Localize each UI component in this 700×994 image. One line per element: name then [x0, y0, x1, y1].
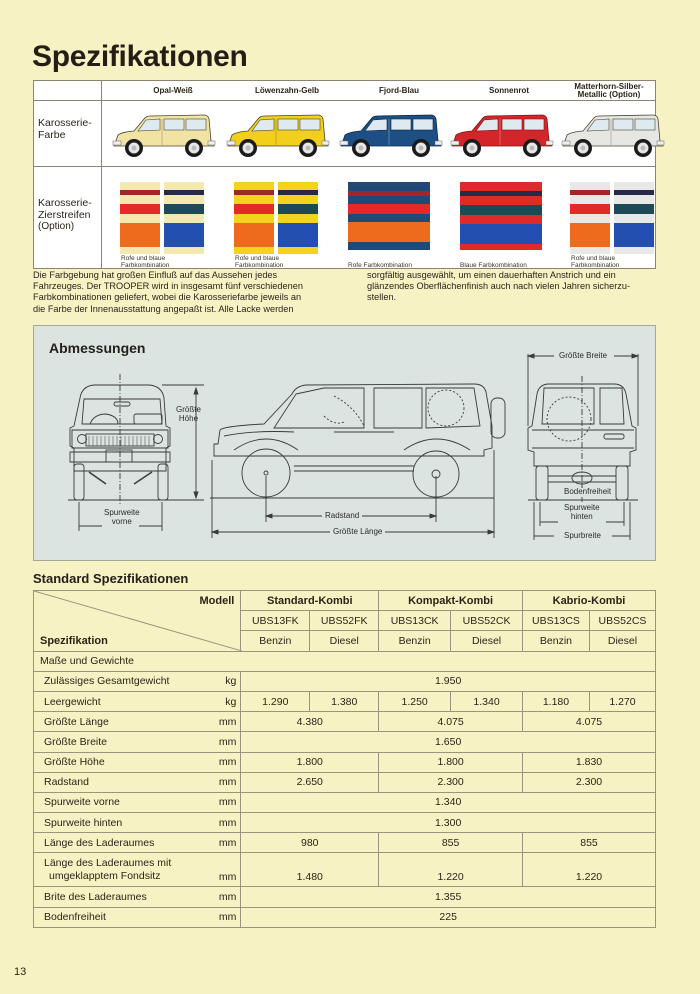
caption-line: Rofe und blaue [571, 255, 616, 262]
stripe-swatch-sonnenrot [460, 182, 542, 250]
spec-value: 1.270 [589, 691, 655, 711]
group-kabrio-kombi: Kabrio-Kombi [523, 591, 656, 611]
row-label-line: Karosserie- [38, 117, 92, 129]
stripe-thin [278, 190, 318, 195]
row-label-line: Karosserie- [38, 197, 92, 209]
spec-label: Spezifikation [40, 634, 108, 647]
spec-unit: mm [201, 772, 241, 792]
spec-value: 1.650 [241, 732, 656, 752]
label-line: Spurweite [564, 503, 600, 512]
intro-text-right [367, 270, 630, 304]
car-window [613, 119, 633, 130]
caption-line: Farbkombination [235, 262, 284, 269]
spec-name: Bodenfreiheit [34, 907, 201, 927]
color-name-loewenzahn-gelb: Löwenzahn-Gelb [255, 86, 319, 95]
spec-unit: mm [201, 792, 241, 812]
spec-value: 855 [523, 833, 656, 853]
spec-value: 2.300 [379, 772, 523, 792]
stripe-caption-opal-weiss [121, 255, 169, 269]
fuel-type: Benzin [379, 631, 451, 651]
spec-value: 1.355 [241, 887, 656, 907]
spec-value: 1.220 [379, 853, 523, 887]
color-name-line: Matterhorn-Silber- [574, 82, 644, 91]
spec-name: Größte Länge [34, 712, 201, 732]
label-front-track [104, 509, 140, 526]
stripe-swatch-fjord-blau [348, 182, 430, 250]
table-row [34, 752, 656, 772]
spec-unit: mm [201, 853, 241, 887]
spec-value: 4.075 [523, 712, 656, 732]
label-rear-track [564, 504, 600, 521]
car-window [635, 119, 655, 130]
row-label-line: (Option) [38, 221, 75, 232]
fuel-type: Benzin [523, 631, 590, 651]
car-window [413, 119, 433, 130]
spec-unit: mm [201, 752, 241, 772]
spec-unit: mm [201, 732, 241, 752]
caption-line: Rofe und blaue [121, 255, 166, 262]
model-code: UBS52CK [451, 611, 523, 631]
spec-value: 1.220 [523, 853, 656, 887]
spec-value: 1.800 [241, 752, 379, 772]
spec-value: 1.290 [241, 691, 310, 711]
stripe-wide [614, 223, 654, 247]
model-label: Modell [199, 595, 235, 607]
car-hub [419, 146, 424, 151]
stripe-thin [234, 190, 274, 195]
stripe-medium [234, 204, 274, 214]
spec-value: 980 [241, 833, 379, 853]
table-row [34, 792, 656, 812]
spec-name: Spurweite vorne [34, 792, 201, 812]
spec-table [33, 590, 656, 928]
car-window [391, 119, 411, 130]
spec-value: 1.340 [451, 691, 523, 711]
color-name-fjord-blau: Fjord-Blau [379, 86, 419, 95]
stripes-row-label [38, 197, 92, 233]
stripe-medium [120, 204, 160, 214]
spec-name: Radstand [34, 772, 201, 792]
stripe-caption-fjord-blau [348, 262, 412, 269]
car-hub [581, 146, 586, 151]
fuel-type: Diesel [310, 631, 379, 651]
label-line: vorne [111, 516, 132, 526]
car-bumper [227, 141, 235, 145]
page-title: Spezifikationen [32, 40, 248, 73]
spec-value: 1.480 [241, 853, 379, 887]
spec-unit: mm [201, 813, 241, 833]
model-code: UBS52FK [310, 611, 379, 631]
spec-table-title: Standard Spezifikationen [33, 571, 189, 586]
dimensions-panel [33, 325, 656, 561]
text-line: sorgfältig ausgewählt, um einen dauerhaften Anstrich und ein [367, 270, 616, 280]
fuel-type: Benzin [241, 631, 310, 651]
label-wheelbase: Radstand [322, 512, 362, 521]
label-line: Höhe [178, 413, 199, 423]
stripe-wide [164, 223, 204, 247]
car-window [502, 119, 522, 130]
stripe-thin [164, 190, 204, 195]
car-bumper [562, 141, 570, 145]
stripe-thin [614, 190, 654, 195]
spec-value: 1.800 [379, 752, 523, 772]
table-row [34, 772, 656, 792]
model-code: UBS52CS [589, 611, 655, 631]
intro-text-left [33, 270, 303, 315]
stripe-swatch-matterhorn-silber [570, 182, 654, 254]
color-name-opal-weiss: Opal-Weiß [153, 86, 193, 95]
table-row [34, 853, 656, 887]
label-max-length: Größte Länge [330, 528, 385, 537]
spec-unit: mm [201, 887, 241, 907]
color-name-sonnenrot: Sonnenrot [489, 86, 529, 95]
spec-value: 1.340 [241, 792, 656, 812]
car-opal-weiss [112, 111, 216, 159]
model-code: UBS13FK [241, 611, 310, 631]
text-line: die Farbe der Innenausstattung angepaßt ist. Alle Lacke werden [33, 303, 294, 314]
car-bumper [435, 141, 442, 145]
caption-line: Blaue Farbkombination [460, 262, 527, 269]
caption-line: Rofe Farbkombination [348, 262, 412, 269]
spec-name [34, 853, 201, 887]
spec-name: Leergewicht [34, 691, 201, 711]
spec-value: 1.300 [241, 813, 656, 833]
stripe-medium [460, 205, 542, 215]
stripe-swatch-loewenzahn-gelb [234, 182, 318, 254]
fuel-type: Diesel [451, 631, 523, 651]
car-sonnenrot [450, 111, 554, 159]
text-line: glänzendes Oberflächenfinish auch nach vielen Jahren sicherzu- [367, 281, 631, 292]
stripe-wide [348, 222, 430, 242]
spec-value: 225 [241, 907, 656, 927]
stripe-thin [570, 190, 610, 195]
car-hub [470, 146, 475, 151]
car-bumper [113, 141, 121, 145]
model-code: UBS13CK [379, 611, 451, 631]
caption-line: Farbkombination [571, 262, 620, 269]
stripe-wide [120, 223, 160, 247]
dimensions-title: Abmessungen [49, 340, 146, 356]
spec-unit: kg [201, 691, 241, 711]
label-max-height [176, 406, 201, 423]
spec-value: 2.650 [241, 772, 379, 792]
page-number: 13 [14, 966, 27, 978]
car-window [300, 119, 320, 130]
color-name-line: Metallic (Option) [577, 90, 641, 99]
stripe-medium [164, 204, 204, 214]
stripe-wide [278, 223, 318, 247]
spec-name: Größte Höhe [34, 752, 201, 772]
spec-name-line: Länge des Laderaumes mit [44, 856, 172, 869]
spec-name: Brite des Laderaumes [34, 887, 201, 907]
stripe-thin [348, 191, 430, 196]
spec-header-row-groups [34, 591, 656, 611]
table-row [34, 907, 656, 927]
car-bumper [322, 141, 329, 145]
stripe-wide [460, 224, 542, 244]
car-bumper [657, 141, 664, 145]
row-label-line: Zierstreifen [38, 209, 91, 221]
car-bumper [208, 141, 215, 145]
car-loewenzahn-gelb [226, 111, 330, 159]
stripe-caption-matterhorn-silber [571, 255, 619, 269]
text-line: Die Farbgebung hat großen Einfluß auf das Aussehen jedes [33, 270, 278, 280]
section-row [34, 651, 656, 671]
label-track-width: Spurbreite [564, 531, 601, 540]
table-row [34, 712, 656, 732]
caption-line: Farbkombination [121, 262, 170, 269]
car-hub [641, 146, 646, 151]
car-hub [246, 146, 251, 151]
spec-unit: mm [201, 907, 241, 927]
car-hub [359, 146, 364, 151]
spec-value: 2.300 [523, 772, 656, 792]
spec-value: 1.180 [523, 691, 590, 711]
spec-name-line: umgeklapptem Fondsitz [49, 869, 161, 882]
car-bumper [546, 141, 553, 145]
table-row [34, 833, 656, 853]
spec-value: 1.950 [241, 671, 656, 691]
model-code: UBS13CS [523, 611, 590, 631]
label-line: Größte [176, 405, 201, 414]
stripe-caption-loewenzahn-gelb [235, 255, 283, 269]
stripe-medium [348, 204, 430, 214]
spec-name: Größte Breite [34, 732, 201, 752]
text-line: Fahrzeuges. Der TROOPER wird in insgesamt fünf verschiedenen [33, 281, 303, 292]
spec-value: 1.830 [523, 752, 656, 772]
label-line: Spurweite [104, 508, 140, 517]
color-name-matterhorn-silber [554, 81, 664, 101]
section-title: Maße und Gewichte [34, 651, 656, 671]
spec-value: 4.380 [241, 712, 379, 732]
color-table [33, 80, 656, 269]
car-hub [306, 146, 311, 151]
row-label-line: Farbe [38, 129, 66, 141]
text-line: stellen. [367, 292, 397, 303]
spec-unit: kg [201, 671, 241, 691]
car-hub [132, 146, 137, 151]
spec-header-corner [34, 591, 241, 652]
fuel-type: Diesel [589, 631, 655, 651]
car-window [164, 119, 184, 130]
spec-name: Länge des Laderaumes [34, 833, 201, 853]
spec-value: 4.075 [379, 712, 523, 732]
spec-value: 1.250 [379, 691, 451, 711]
stripe-medium [570, 204, 610, 214]
car-hub [530, 146, 535, 151]
car-window [278, 119, 298, 130]
car-matterhorn-silber [561, 111, 665, 159]
stripe-wide [234, 223, 274, 247]
spec-name: Zulässiges Gesamtgewicht [34, 671, 201, 691]
body-color-row-label [38, 117, 92, 141]
table-row [34, 671, 656, 691]
caption-line: Rofe und blaue [235, 255, 280, 262]
stripe-swatch-opal-weiss [120, 182, 204, 254]
car-bumper [340, 141, 348, 145]
text-line: Farbkombinationen geliefert, wobei die Karosseriefarbe jeweils an [33, 292, 302, 303]
spec-name: Spurweite hinten [34, 813, 201, 833]
label-max-width: Größte Breite [556, 352, 610, 361]
stripe-caption-sonnenrot [460, 262, 527, 269]
spec-value: 1.380 [310, 691, 379, 711]
stripe-wide [570, 223, 610, 247]
car-hub [192, 146, 197, 151]
car-fjord-blau [339, 111, 443, 159]
car-window [524, 119, 544, 130]
stripe-medium [278, 204, 318, 214]
group-kompakt-kombi: Kompakt-Kombi [379, 591, 523, 611]
spec-unit: mm [201, 712, 241, 732]
table-row [34, 887, 656, 907]
car-window [186, 119, 206, 130]
stripe-thin [120, 190, 160, 195]
spec-value: 855 [379, 833, 523, 853]
label-ground-clearance: Bodenfreiheit [564, 487, 612, 496]
stripe-thin [460, 191, 542, 196]
group-standard-kombi: Standard-Kombi [241, 591, 379, 611]
table-row [34, 813, 656, 833]
table-row [34, 732, 656, 752]
label-line: hinten [570, 511, 593, 521]
table-row [34, 691, 656, 711]
spec-unit: mm [201, 833, 241, 853]
car-bumper [451, 141, 459, 145]
stripe-medium [614, 204, 654, 214]
